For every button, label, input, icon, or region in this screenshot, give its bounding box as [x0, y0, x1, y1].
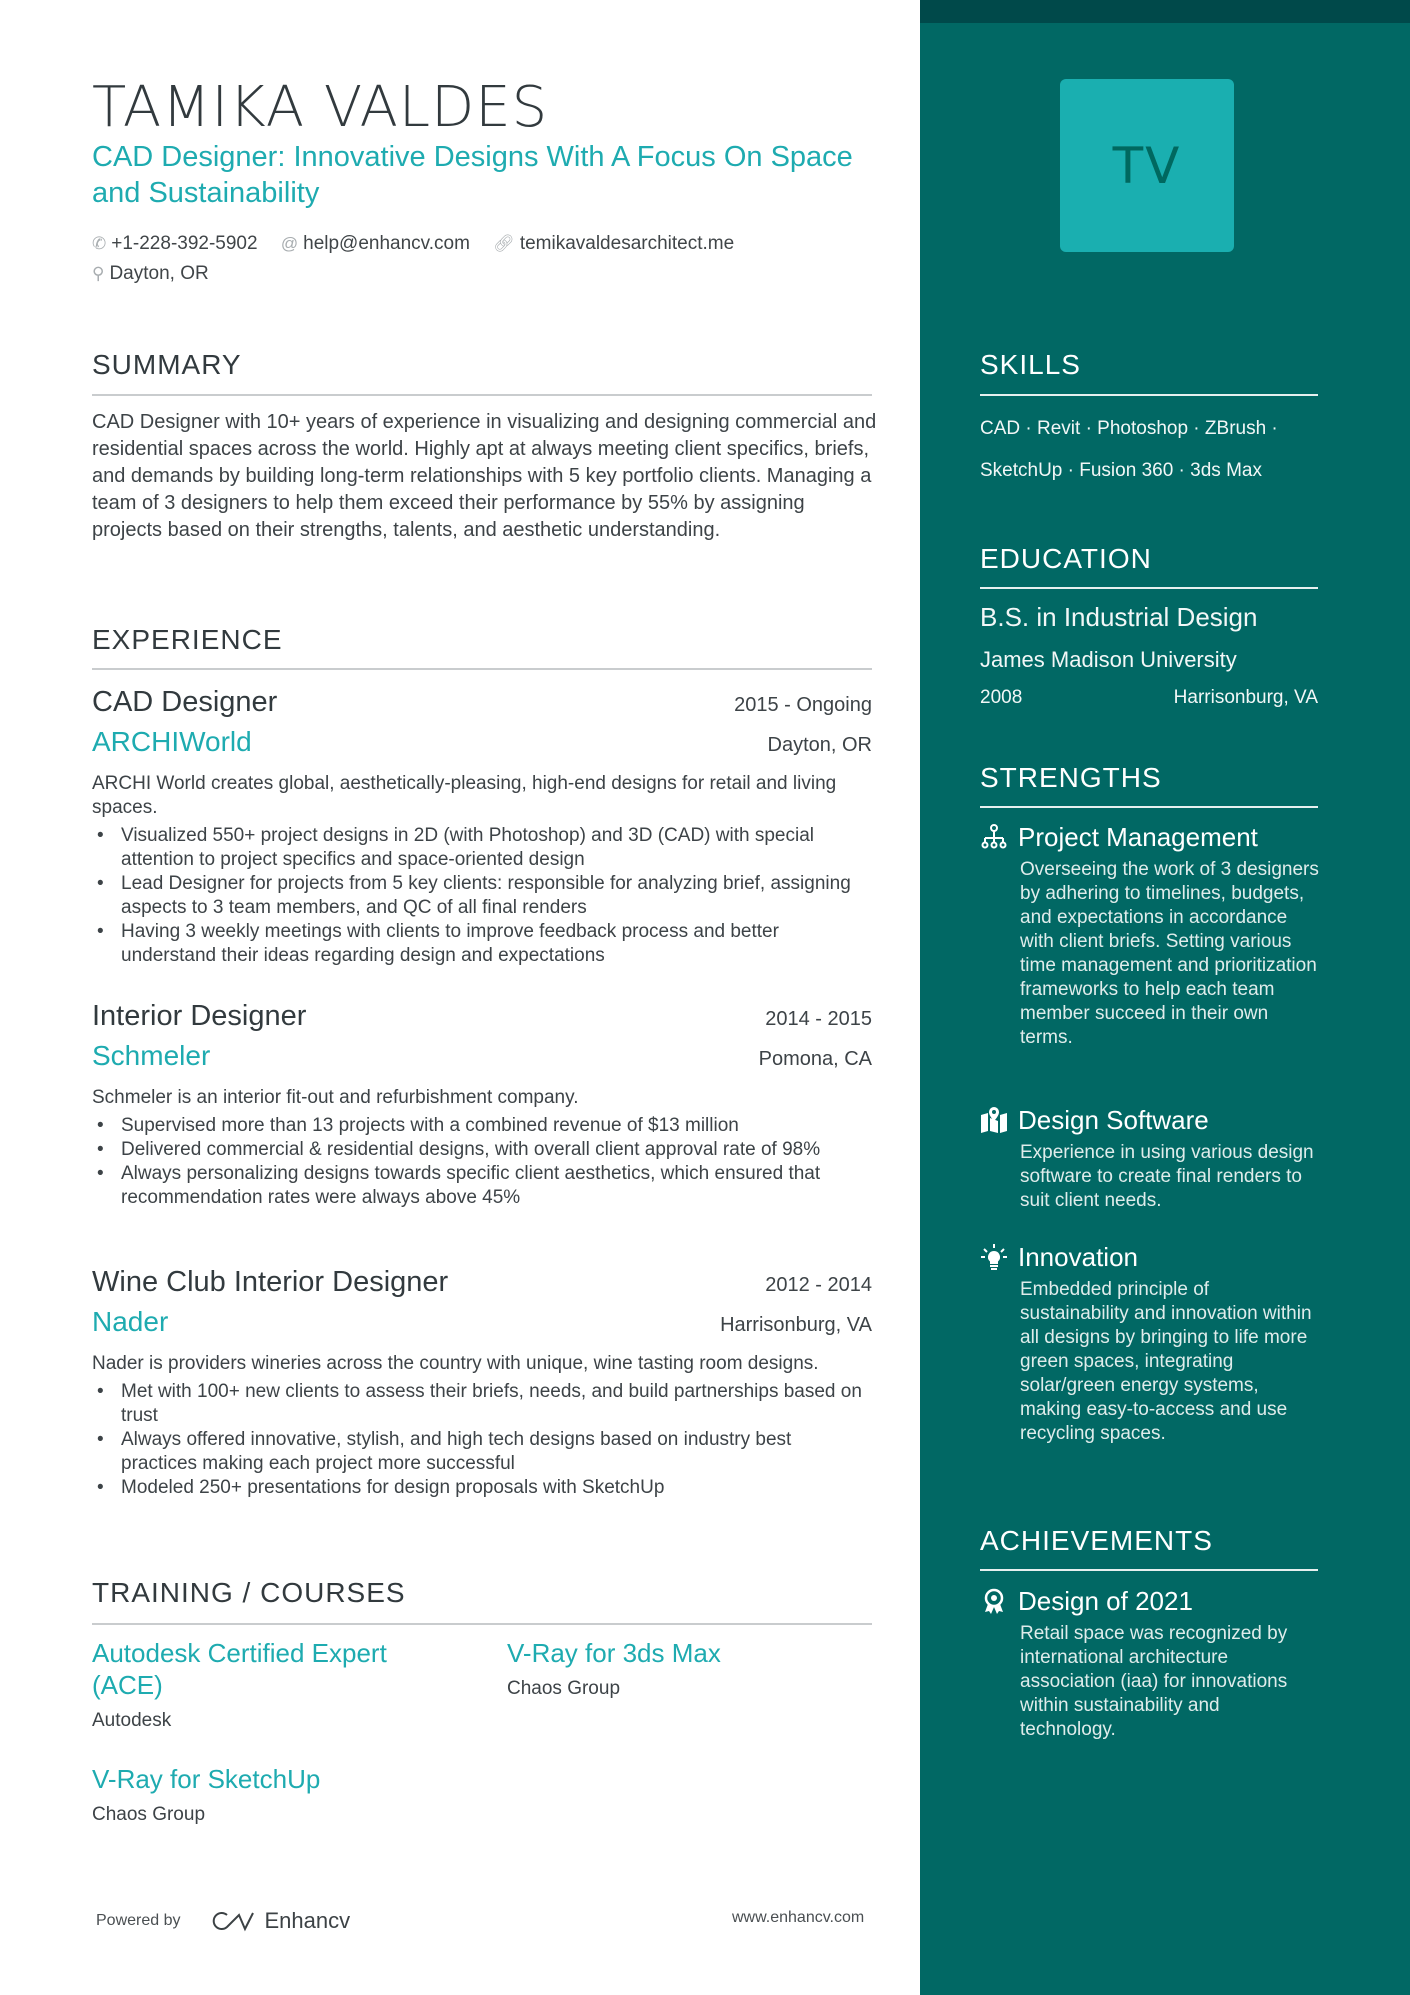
- bullet: • Lead Designer for projects from 5 key clients: responsible for analyzing brief, assigning aspects to 3 team members, and QC of all final renders: [92, 872, 872, 920]
- candidate-name: TAMIKA VALDES: [92, 75, 549, 140]
- strengths-heading: STRENGTHS: [980, 762, 1162, 793]
- at-icon: @: [280, 234, 299, 253]
- job-dates: 2014 - 2015: [765, 1008, 872, 1030]
- job-entry: [92, 1262, 872, 1500]
- degree: B.S. in Industrial Design: [980, 602, 1258, 632]
- achievement-text: Retail space was recognized by international architecture association (iaa) for innovations within sustainability and technology.: [1020, 1623, 1288, 1740]
- job-entry: [92, 996, 872, 1210]
- bullet: • Always offered innovative, stylish, and high tech designs based on industry best practices making each project more successful: [92, 1428, 872, 1476]
- summary-heading: SUMMARY: [92, 349, 242, 380]
- company-description: ARCHI World creates global, aesthetically-pleasing, high-end designs for retail and living spaces.: [92, 773, 837, 818]
- education-heading: EDUCATION: [980, 543, 1152, 574]
- candidate-title: CAD Designer: Innovative Designs With A Focus On Space and Sustainability: [92, 141, 853, 209]
- strength-text: Overseeing the work of 3 designers by adhering to timelines, budgets, and expectations in accordance with client briefs. Setting various time management and prioritization frameworks to help each team member succeed in their own terms.: [1020, 859, 1319, 1048]
- summary-text: CAD Designer with 10+ years of experience in visualizing and designing commercial and residential spaces across the world. Highly apt at always meeting client specifics, briefs, and demands by building long-term relationships with 5 key portfolio clients. Managing a team of 3 designers to help them exceed their performance by 55% by assigning projects based on their strengths, talents, and aesthetic understanding.: [92, 411, 877, 541]
- hierarchy-icon: [980, 823, 1008, 851]
- achievements-heading: ACHIEVEMENTS: [980, 1525, 1213, 1556]
- skills-heading: SKILLS: [980, 349, 1081, 380]
- email[interactable]: [281, 233, 470, 254]
- bullet: • Delivered commercial & residential designs, with overall client approval rate of 98%: [92, 1138, 872, 1162]
- strength-title: Project Management: [1018, 822, 1258, 852]
- footer-url[interactable]: www.enhancv.com: [732, 1909, 865, 1926]
- brand-name: Enhancv: [264, 1908, 351, 1933]
- divider: [980, 1569, 1318, 1571]
- strength-title: Innovation: [1018, 1242, 1138, 1272]
- company-description: Schmeler is an interior fit-out and refurbishment company.: [92, 1087, 579, 1108]
- bullet: • Met with 100+ new clients to assess their briefs, needs, and build partnerships based on trust: [92, 1380, 872, 1428]
- skills-list: [980, 408, 1278, 492]
- award-icon: [980, 1587, 1008, 1615]
- divider: [980, 394, 1318, 396]
- bullet: • Having 3 weekly meetings with clients to improve feedback process and better understand their ideas regarding design and expectations: [92, 920, 872, 968]
- job-location: Harrisonburg, VA: [720, 1314, 872, 1336]
- experience-heading: EXPERIENCE: [92, 624, 283, 655]
- education-location: Harrisonburg, VA: [1173, 687, 1318, 708]
- strength-text: Embedded principle of sustainability and innovation within all designs by bringing to life more green spaces, integrating solar/green energy systems, making easy-to-access and use recycling spaces.: [1020, 1279, 1312, 1444]
- course-provider: Chaos Group: [92, 1804, 206, 1825]
- bullet: • Visualized 550+ project designs in 2D (with Photoshop) and 3D (CAD) with special attention to project specifics and space-oriented design: [92, 824, 872, 872]
- course-title: Autodesk Certified Expert (ACE): [92, 1638, 387, 1700]
- powered-by-label: Powered by: [96, 1912, 181, 1929]
- phone: [92, 233, 258, 254]
- phone-text: +1-228-392-5902: [111, 233, 258, 254]
- course-provider: Autodesk: [92, 1710, 172, 1731]
- course-entry: [92, 1763, 462, 1826]
- company-description: Nader is providers wineries across the country with unique, wine tasting room designs.: [92, 1353, 819, 1374]
- link-icon: 🔗︎: [493, 234, 515, 253]
- footer-branding: [96, 1908, 350, 1934]
- job-dates: 2015 - Ongoing: [734, 694, 872, 716]
- location-pin-icon: ⚲: [92, 264, 105, 283]
- job-title: Wine Club Interior Designer: [92, 1266, 449, 1298]
- job-title: CAD Designer: [92, 686, 278, 718]
- divider: [92, 668, 872, 670]
- bullet: • Always personalizing designs towards specific client aesthetics, which ensured that recommendation rates were always above 45%: [92, 1162, 872, 1210]
- map-pin-icon: [980, 1106, 1008, 1134]
- bullet: • Modeled 250+ presentations for design proposals with SketchUp: [92, 1476, 872, 1500]
- divider: [92, 394, 872, 396]
- email-text[interactable]: help@enhancv.com: [303, 233, 470, 254]
- course-entry: [92, 1637, 462, 1732]
- strength-item: [980, 1103, 1320, 1213]
- job-entry: [92, 682, 872, 968]
- location-text: Dayton, OR: [109, 263, 209, 284]
- strength-title: Design Software: [1018, 1105, 1209, 1135]
- website-text[interactable]: temikavaldesarchitect.me: [519, 233, 735, 254]
- divider: [980, 587, 1318, 589]
- company-name: Nader: [92, 1306, 169, 1337]
- course-title: V-Ray for 3ds Max: [507, 1638, 721, 1668]
- bullet: • Supervised more than 13 projects with a combined revenue of $13 million: [92, 1114, 872, 1138]
- education-meta: [980, 687, 1318, 709]
- lightbulb-icon: [980, 1243, 1008, 1271]
- strength-text: Experience in using various design software to create final renders to suit client needs.: [1020, 1142, 1314, 1211]
- company-name: Schmeler: [92, 1040, 211, 1071]
- strength-item: [980, 1240, 1320, 1446]
- achievement-title: Design of 2021: [1018, 1586, 1193, 1616]
- enhancv-logo-icon: [209, 1909, 257, 1933]
- divider: [980, 806, 1318, 808]
- course-title: V-Ray for SketchUp: [92, 1764, 321, 1794]
- education-year: 2008: [980, 687, 1023, 708]
- strength-item: [980, 820, 1320, 1050]
- company-name: ARCHIWorld: [92, 726, 252, 757]
- website[interactable]: [493, 233, 734, 254]
- skills-line: SketchUp · Fusion 360 · 3ds Max: [980, 460, 1262, 481]
- course-provider: Chaos Group: [507, 1678, 621, 1699]
- location: [92, 263, 209, 284]
- job-dates: 2012 - 2014: [765, 1274, 872, 1296]
- divider: [92, 1623, 872, 1625]
- avatar: TV: [1060, 79, 1234, 252]
- enhancv-logo[interactable]: [209, 1908, 351, 1934]
- phone-icon: ✆: [92, 234, 107, 253]
- training-heading: TRAINING / COURSES: [92, 1577, 406, 1608]
- school: James Madison University: [980, 647, 1237, 672]
- skills-line: CAD · Revit · Photoshop · ZBrush ·: [980, 418, 1278, 439]
- job-location: Dayton, OR: [767, 734, 872, 756]
- job-location: Pomona, CA: [758, 1048, 872, 1070]
- course-entry: [507, 1637, 877, 1700]
- job-title: Interior Designer: [92, 1000, 307, 1032]
- contact-info: [92, 229, 882, 289]
- sidebar-top-bar: [920, 0, 1410, 23]
- achievement-item: [980, 1584, 1320, 1742]
